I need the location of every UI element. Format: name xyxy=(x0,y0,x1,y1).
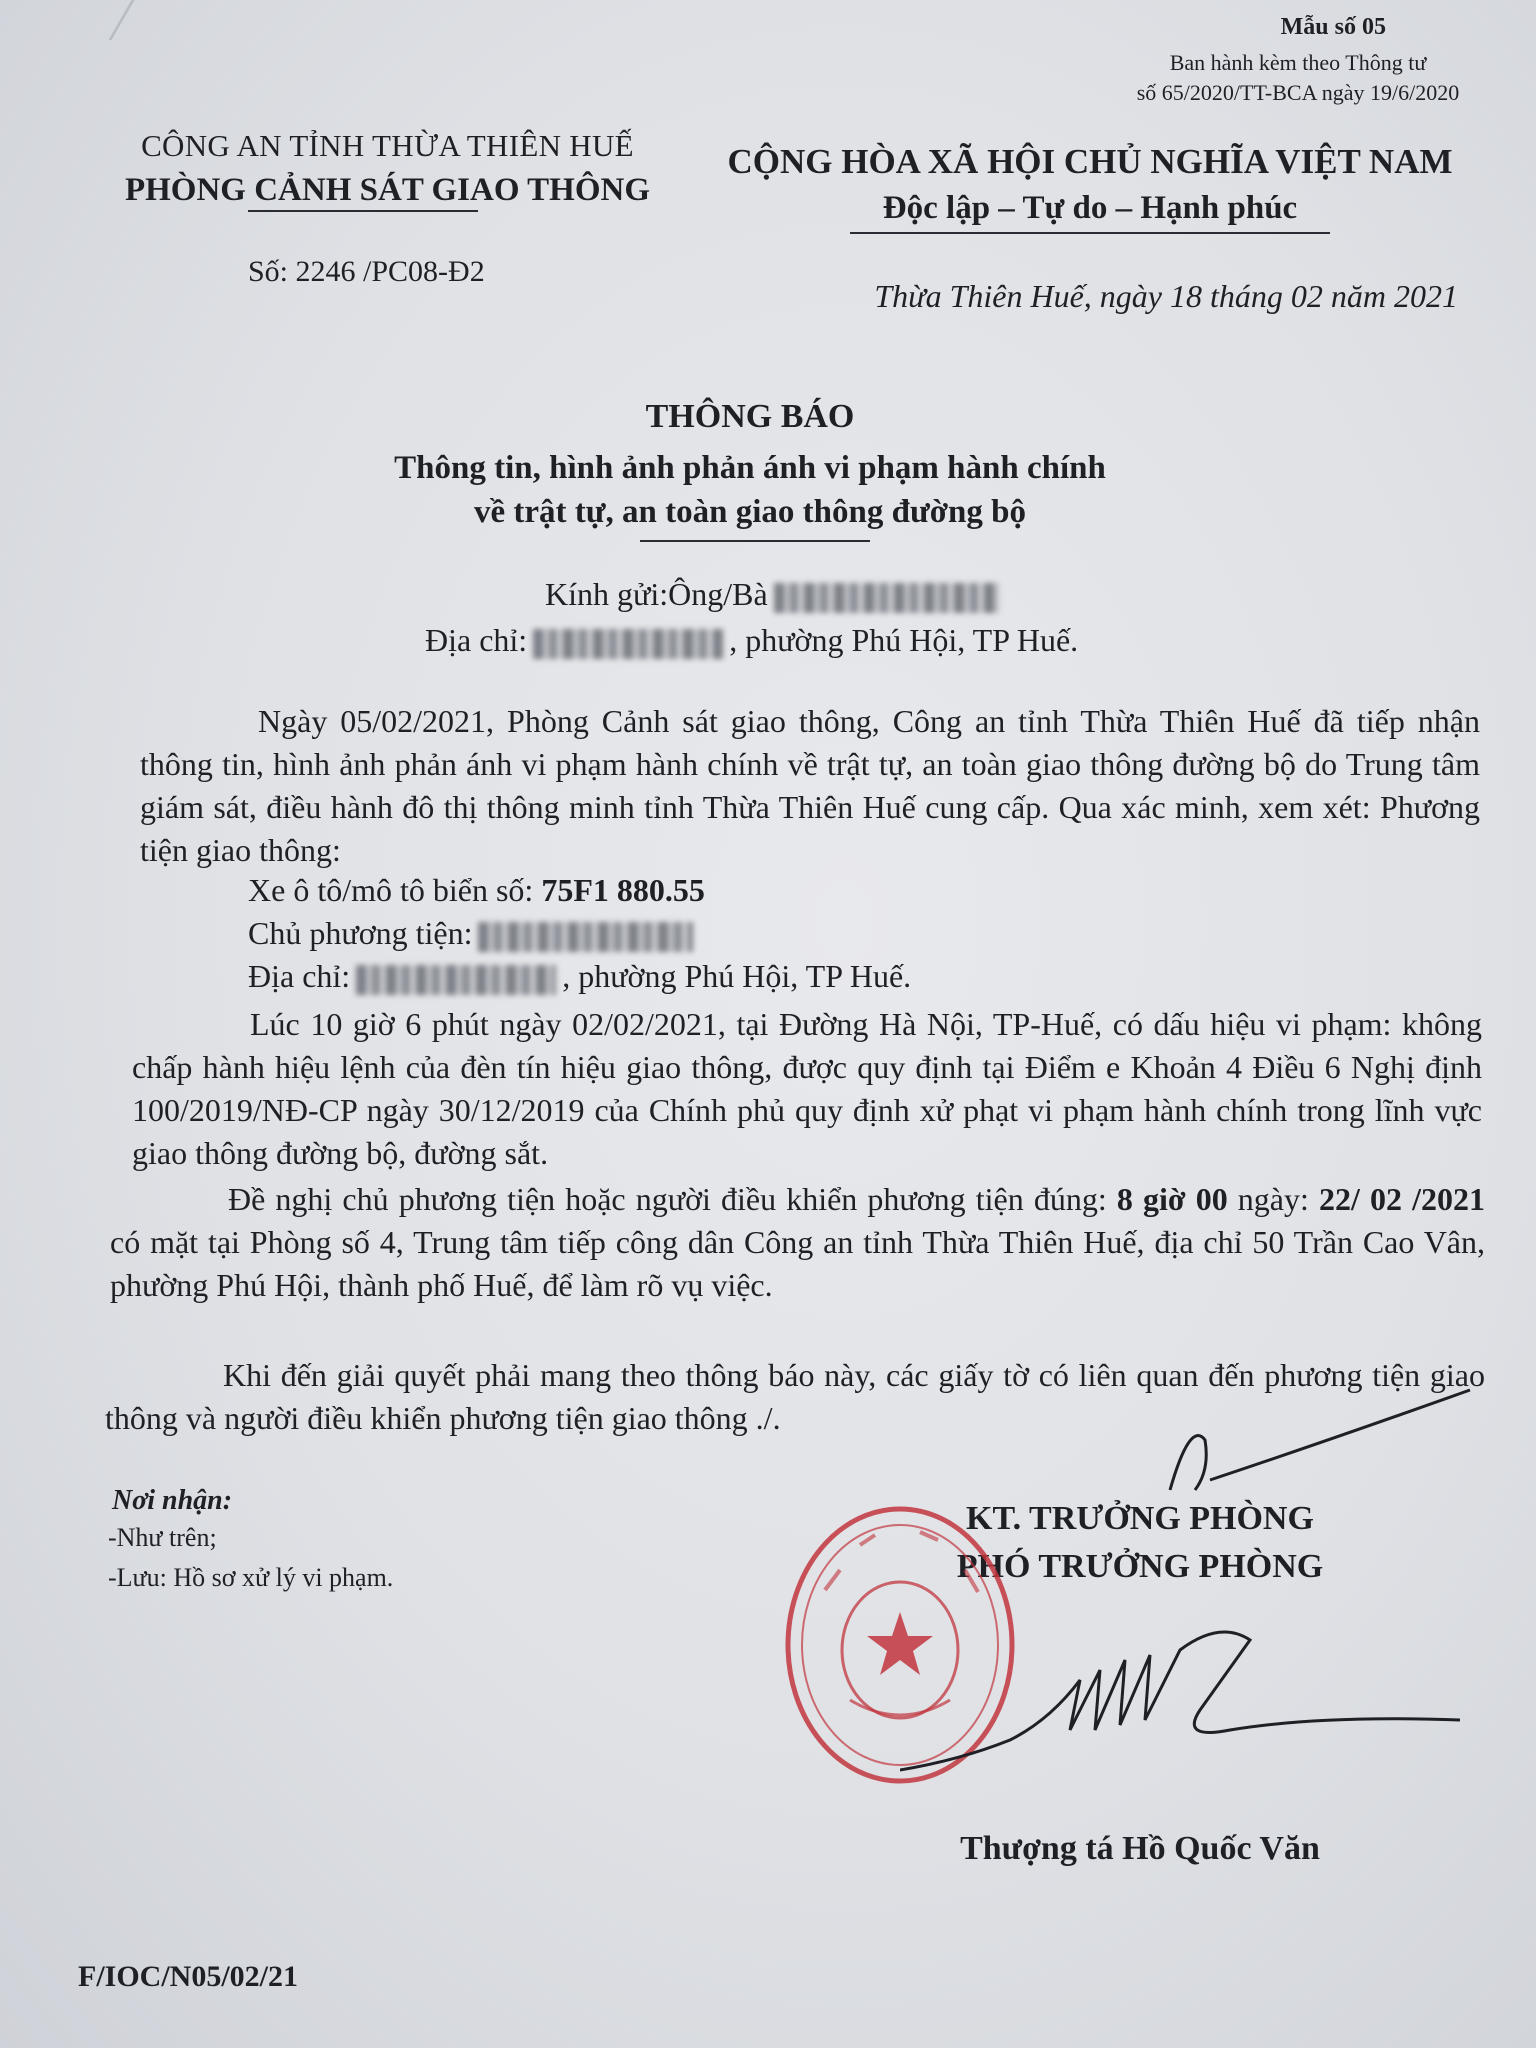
recipient-label: Kính gửi:Ông/Bà xyxy=(545,576,768,612)
owner-address-tail: , phường Phú Hội, TP Huế. xyxy=(562,958,912,994)
recipients-title: Nơi nhận: xyxy=(112,1485,233,1516)
place-date: Thừa Thiên Huế, ngày 18 tháng 02 năm 2021 xyxy=(874,278,1458,314)
request-text-b: ngày: xyxy=(1227,1181,1319,1217)
request-text-a: Đề nghị chủ phương tiện hoặc người điều khiển phương tiện đúng: xyxy=(228,1181,1117,1217)
recipient-item: -Như trên; xyxy=(108,1523,217,1552)
handwritten-signature-icon xyxy=(900,1620,1460,1800)
redacted-name xyxy=(774,583,999,613)
signature-role-1: KT. TRƯỞNG PHÒNG xyxy=(966,1500,1314,1537)
owner-address-line xyxy=(248,958,911,995)
form-note-line1: Ban hành kèm theo Thông tư xyxy=(1169,50,1427,75)
request-text-c: có mặt tại Phòng số 4, Trung tâm tiếp công dân Công an tỉnh Thừa Thiên Huế, địa chỉ 50 Trần Cao Vân, phường Phú Hội, thành phố Huế, để làm rõ vụ việc. xyxy=(110,1224,1485,1303)
subtitle-line2: về trật tự, an toàn giao thông đường bộ xyxy=(473,494,1026,530)
form-note xyxy=(1128,48,1468,108)
footer-code: F/IOC/N05/02/21 xyxy=(78,1960,299,1993)
owner-address-label: Địa chỉ: xyxy=(248,958,351,994)
owner-line xyxy=(248,915,699,952)
paragraph-request xyxy=(110,1178,1485,1307)
recipient-address-line xyxy=(425,622,1078,659)
motto-underline xyxy=(850,232,1330,234)
redacted-owner xyxy=(478,922,693,952)
signature-role-2: PHÓ TRƯỞNG PHÒNG xyxy=(956,1548,1324,1585)
form-note-line2: số 65/2020/TT-BCA ngày 19/6/2020 xyxy=(1136,80,1460,105)
address-tail: , phường Phú Hội, TP Huế. xyxy=(729,622,1079,658)
paragraph-closing: Khi đến giải quyết phải mang theo thông báo này, các giấy tờ có liên quan đến phương tiện giao thông và người điều khiển phương tiện giao thông ./. xyxy=(105,1357,1485,1436)
signer-name: Thượng tá Hồ Quốc Văn xyxy=(960,1830,1320,1867)
plate-label: Xe ô tô/mô tô biển số: xyxy=(248,872,534,908)
title-underline xyxy=(640,540,870,542)
redacted-address xyxy=(533,629,723,659)
paragraph-intro: Ngày 05/02/2021, Phòng Cảnh sát giao thông, Công an tỉnh Thừa Thiên Huế đã tiếp nhận thông tin, hình ảnh phản ánh vi phạm hành chính về trật tự, an toàn giao thông đường bộ do Trung tâm giám sát, điều hành đô thị thông minh tỉnh Thừa Thiên Huế cung cấp. Qua xác minh, xem xét: Phương tiện giao thông: xyxy=(140,703,1480,868)
request-date: 22/ 02 /2021 xyxy=(1319,1181,1485,1217)
department-underline xyxy=(248,210,478,212)
document-title: THÔNG BÁO xyxy=(645,398,855,435)
request-time: 8 giờ 00 xyxy=(1116,1181,1228,1217)
document-number: Số: 2246 /PC08-Đ2 xyxy=(248,255,485,288)
page-fold xyxy=(68,0,134,40)
department-name: PHÒNG CẢNH SÁT GIAO THÔNG xyxy=(124,172,651,208)
national-motto: Độc lập – Tự do – Hạnh phúc xyxy=(882,190,1298,226)
address-label: Địa chỉ: xyxy=(425,622,528,658)
initial-mark-icon xyxy=(1150,1380,1490,1500)
recipient-line xyxy=(545,576,1005,613)
subtitle-line1: Thông tin, hình ảnh phản ánh vi phạm hành chính xyxy=(394,450,1106,486)
plate-value: 75F1 880.55 xyxy=(541,872,705,908)
form-number: Mẫu số 05 xyxy=(1280,14,1386,40)
redacted-owner-address xyxy=(356,965,556,995)
owner-label: Chủ phương tiện: xyxy=(248,915,473,951)
recipient-item: -Lưu: Hồ sơ xử lý vi phạm. xyxy=(108,1563,394,1592)
nation-title: CỘNG HÒA XÃ HỘI CHỦ NGHĨA VIỆT NAM xyxy=(727,142,1453,181)
document-subtitle xyxy=(300,446,1200,534)
paragraph-violation: Lúc 10 giờ 6 phút ngày 02/02/2021, tại Đường Hà Nội, TP-Huế, có dấu hiệu vi phạm: không chấp hành hiệu lệnh của đèn tín hiệu giao thông, được quy định tại Điểm e Khoản 4 Điều 6 Nghị định 100/2019/NĐ-CP ngày 30/12/2019 của Chính phủ quy định xử phạt vi phạm hành chính trong lĩnh vực giao thông đường bộ, đường sắt. xyxy=(132,1006,1482,1171)
agency-name: CÔNG AN TỈNH THỪA THIÊN HUẾ xyxy=(141,128,634,163)
plate-line xyxy=(248,872,705,909)
